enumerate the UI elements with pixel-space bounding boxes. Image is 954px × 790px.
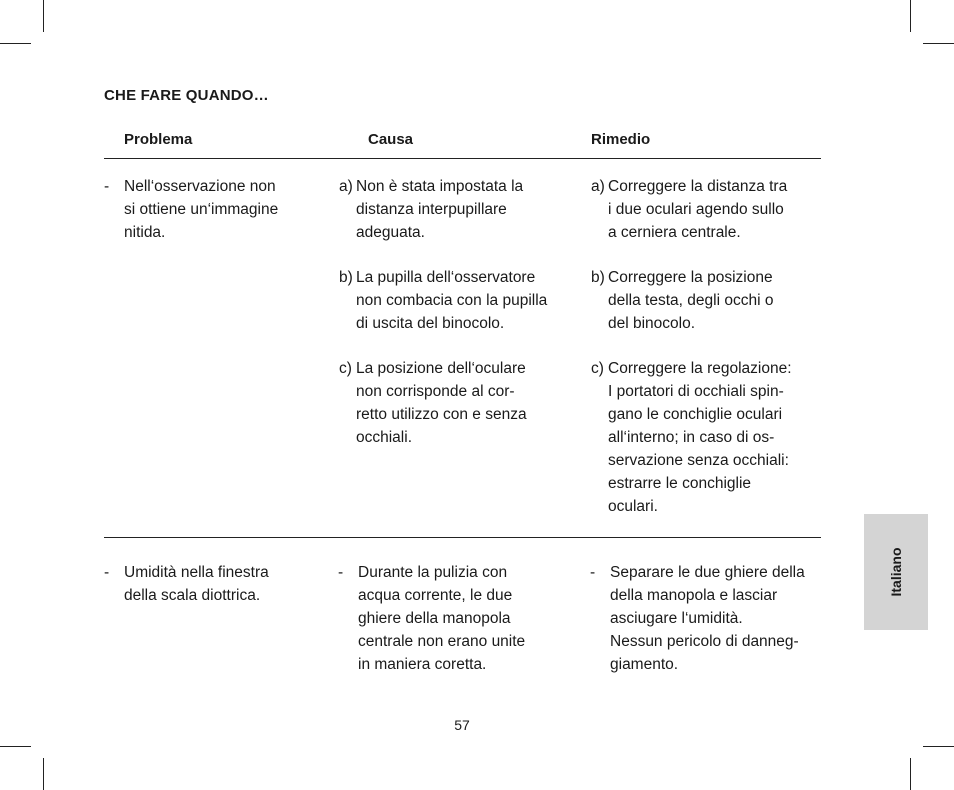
item-mark: c) [591,360,604,377]
item-line: ghiere della manopola [358,610,511,627]
item-line: asciugare l‘umidità. [610,610,743,627]
item-line: adeguata. [356,224,425,241]
list-item [591,175,823,244]
item-line: a cerniera centrale. [608,224,741,241]
list-item [338,561,568,676]
item-line: Separare le due ghiere della [610,564,805,581]
list-item [591,266,823,335]
item-line: giamento. [610,656,679,673]
item-mark: b) [591,269,605,286]
list-item [339,175,569,244]
item-line: estrarre le conchiglie [608,475,752,492]
item-line: Correggere la distanza tra [608,178,788,195]
list-item [591,357,823,518]
item-line: La pupilla dell‘osservatore [356,269,536,286]
item-line: acqua corrente, le due [358,587,513,604]
item-line: Correggere la posizione [608,269,773,286]
item-line: Umidità nella finestra [124,564,269,581]
language-tab [864,514,928,630]
item-line: gano le conchiglie oculari [608,406,783,423]
item-line: retto utilizzo con e senza [356,406,527,423]
crop-mark [910,0,911,32]
crop-mark [0,746,31,747]
list-item [339,357,569,449]
header-cause: Causa [368,131,414,148]
item-line: centrale non erano unite [358,633,526,650]
crop-mark [923,43,954,44]
header-rule [104,158,821,159]
item-line: della scala diottrica. [124,587,261,604]
item-line: non corrisponde al cor- [356,383,515,400]
row-rule [104,537,821,538]
header-problem: Problema [124,131,193,148]
crop-mark [923,746,954,747]
item-line: si ottiene un‘immagine [124,201,279,218]
item-line: occhiali. [356,429,412,446]
item-line: in maniera coretta. [358,656,487,673]
list-item [590,561,823,676]
row2-remedies [590,561,823,676]
item-mark: a) [591,178,605,195]
row1-remedies [591,175,823,518]
item-line: Durante la pulizia con [358,564,508,581]
row1-causes [339,175,569,449]
crop-mark [43,0,44,32]
item-mark: - [338,564,344,581]
header-remedy: Rimedio [591,131,651,148]
item-line: Nessun pericolo di danneg- [610,633,799,650]
item-line: Correggere la regolazione: [608,360,792,377]
item-line: oculari. [608,498,658,515]
list-item [104,561,304,607]
item-mark: c) [339,360,352,377]
item-mark: - [104,564,110,581]
language-tab-label: Italiano [888,547,904,597]
page-title: CHE FARE QUANDO… [104,87,269,104]
item-line: distanza interpupillare [356,201,507,218]
row1-problem [104,175,304,244]
item-line: nitida. [124,224,166,241]
list-item [339,266,569,335]
item-mark: b) [339,269,353,286]
page-number: 57 [454,717,470,733]
item-mark: - [590,564,596,581]
item-line: di uscita del binocolo. [356,315,505,332]
item-line: Nell‘osservazione non [124,178,276,195]
item-line: I portatori di occhiali spin- [608,383,784,400]
item-line: del binocolo. [608,315,696,332]
item-line: all‘interno; in caso di os- [608,429,775,446]
crop-mark [0,43,31,44]
item-line: Non è stata impostata la [356,178,524,195]
row2-problem [104,561,304,607]
item-mark: a) [339,178,353,195]
crop-mark [43,758,44,790]
item-mark: - [104,178,110,195]
crop-mark [910,758,911,790]
row2-causes [338,561,568,676]
item-line: i due oculari agendo sullo [608,201,784,218]
item-line: servazione senza occhiali: [608,452,789,469]
item-line: La posizione dell‘oculare [356,360,526,377]
item-line: della manopola e lasciar [610,587,778,604]
item-line: non combacia con la pupilla [356,292,548,309]
list-item [104,175,304,244]
item-line: della testa, degli occhi o [608,292,774,309]
